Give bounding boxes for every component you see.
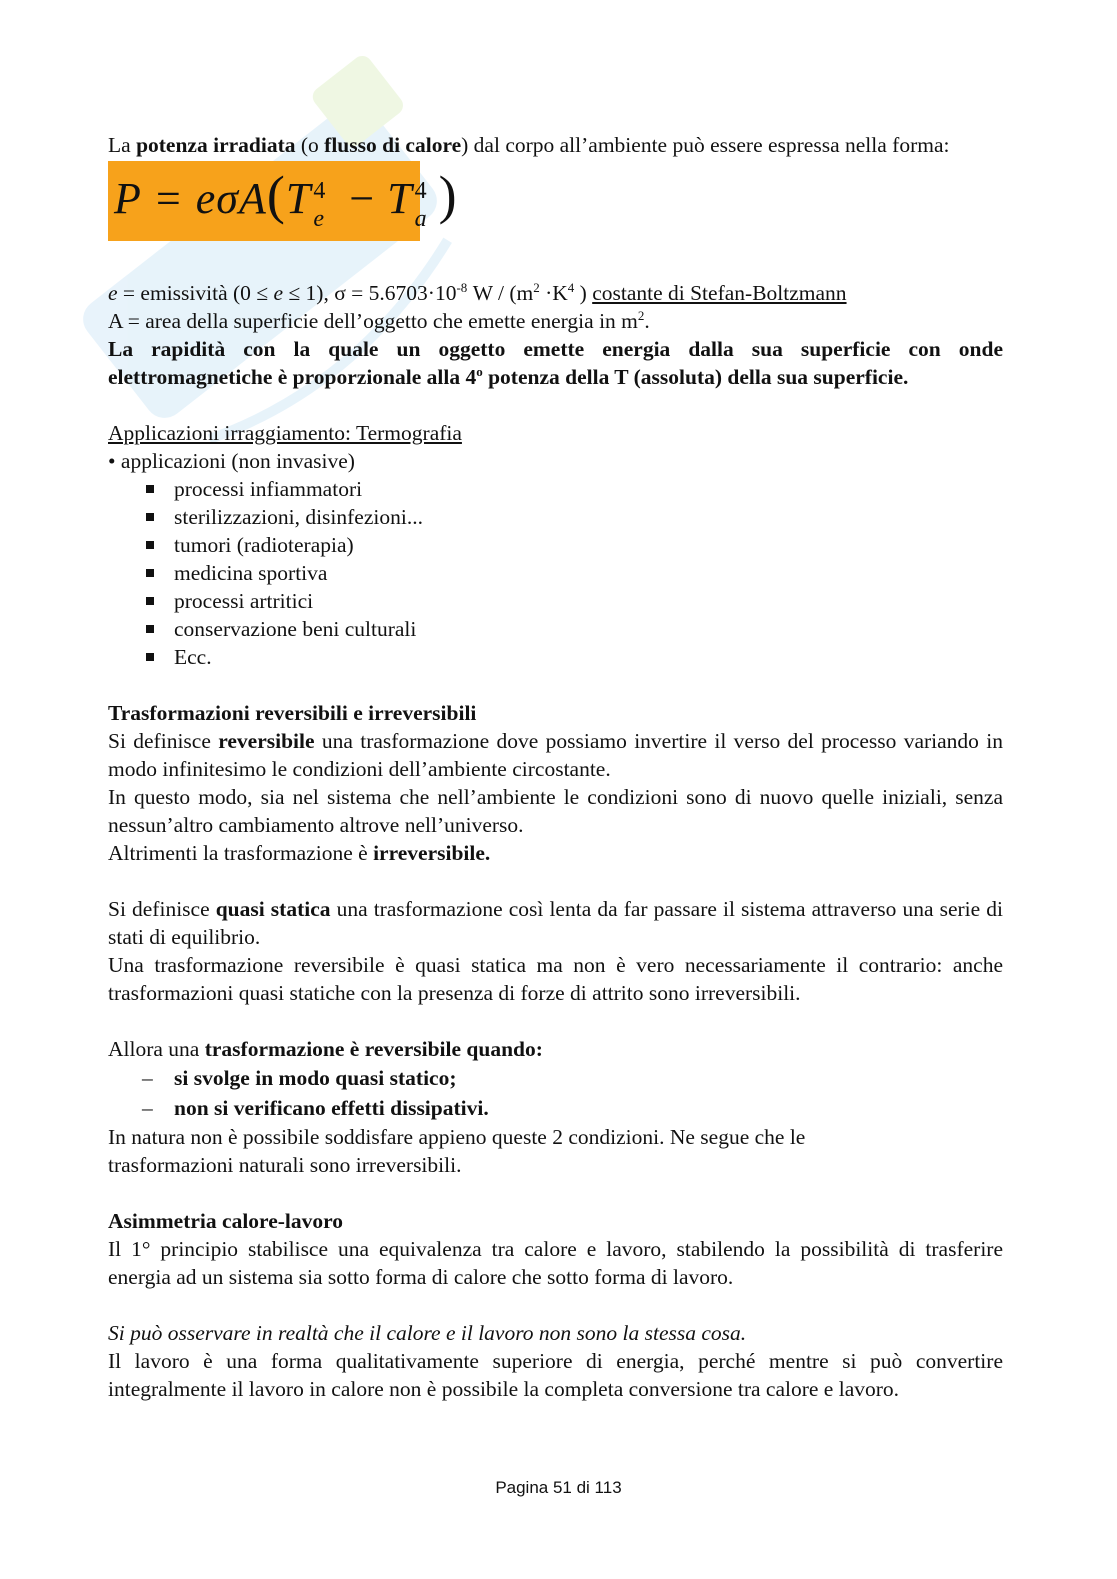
intro-paragraph: La potenza irradiata (o flusso di calore) dal corpo all’ambiente può essere espressa nella forma: <box>108 133 950 157</box>
asymmetry-heading: Asimmetria calore-lavoro <box>108 1209 344 1233</box>
list-item: sterilizzazioni, disinfezioni... <box>146 503 1003 531</box>
page-content <box>108 131 1003 1403</box>
asymmetry-italic-note: Si può osservare in realtà che il calore e il lavoro non sono la stessa cosa. <box>108 1321 747 1345</box>
page-footer: Pagina 51 di 113 <box>495 1478 622 1497</box>
list-item: tumori (radioterapia) <box>146 531 1003 559</box>
irreversible-statement: Altrimenti la trasformazione è irreversibile. <box>108 841 491 865</box>
applications-bullet: • applicazioni (non invasive) <box>108 449 355 473</box>
applications-list <box>108 475 1003 671</box>
quasi-static-definition: Si definisce quasi statica una trasformazione così lenta da far passare il sistema attraverso una serie di stati di equilibrio. <box>108 897 1003 949</box>
asymmetry-paragraph-2: Il lavoro è una forma qualitativamente superiore di energia, perché mentre si può convertire integralmente il lavoro in calore non è possibile la completa conversione tra calore e lavoro. <box>108 1349 1003 1401</box>
asymmetry-paragraph-1: Il 1° principio stabilisce una equivalenza tra calore e lavoro, stabilendo la possibilità di trasferire energia ad un sistema sia sotto forma di calore che sotto forma di lavoro. <box>108 1237 1003 1289</box>
list-item: – non si verificano effetti dissipativi. <box>142 1093 1003 1123</box>
area-definition: A = area della superficie dell’oggetto che emette energia in $m^2$. <box>108 307 650 333</box>
reversible-conditions-intro: Allora una trasformazione è reversibile quando: <box>108 1037 543 1061</box>
reversible-paragraph-2: In questo modo, sia nel sistema che nell’ambiente le condizioni sono di nuovo quelle iniziali, senza nessun’altro cambiamento altrove nell’universo. <box>108 785 1003 837</box>
list-item: – si svolge in modo quasi statico; <box>142 1063 1003 1093</box>
list-item: processi artritici <box>146 587 1003 615</box>
radiation-law-statement: La rapidità con la quale un oggetto emette energia dalla sua superficie con onde elettromagnetiche è proporzionale alla 4$^o$ potenza della T (assoluta) della sua superficie. <box>108 337 1003 389</box>
reversible-definition: Si definisce reversibile una trasformazione dove possiamo invertire il verso del processo variando in modo infinitesimo le condizioni dell’ambiente circostante. <box>108 729 1003 781</box>
reversible-heading: Trasformazioni reversibili e irreversibili <box>108 701 477 725</box>
conditions-list <box>108 1063 1003 1123</box>
list-item: Ecc. <box>146 643 1003 671</box>
stefan-boltzmann-formula: P = eσA(T 4 e − T 4 a ) <box>108 161 420 241</box>
list-item: medicina sportiva <box>146 559 1003 587</box>
nature-paragraph: In natura non è possibile soddisfare appieno queste 2 condizioni. Ne segue che le trasformazioni naturali sono irreversibili. <box>108 1125 806 1177</box>
applications-heading: Applicazioni irraggiamento: Termografia <box>108 421 462 445</box>
emissivity-definition: e = emissività (0 ≤ e ≤ 1), $\sigma = 5.6703\cdot 10^{-8}$ $W / (m^2 \cdot K^4$ ) costante di Stefan-Boltzmann <box>108 279 847 305</box>
list-item: conservazione beni culturali <box>146 615 1003 643</box>
list-item: processi infiammatori <box>146 475 1003 503</box>
quasi-static-paragraph: Una trasformazione reversibile è quasi statica ma non è vero necessariamente il contrario: anche trasformazioni quasi statiche con la presenza di forze di attrito sono irreversibili. <box>108 953 1003 1005</box>
